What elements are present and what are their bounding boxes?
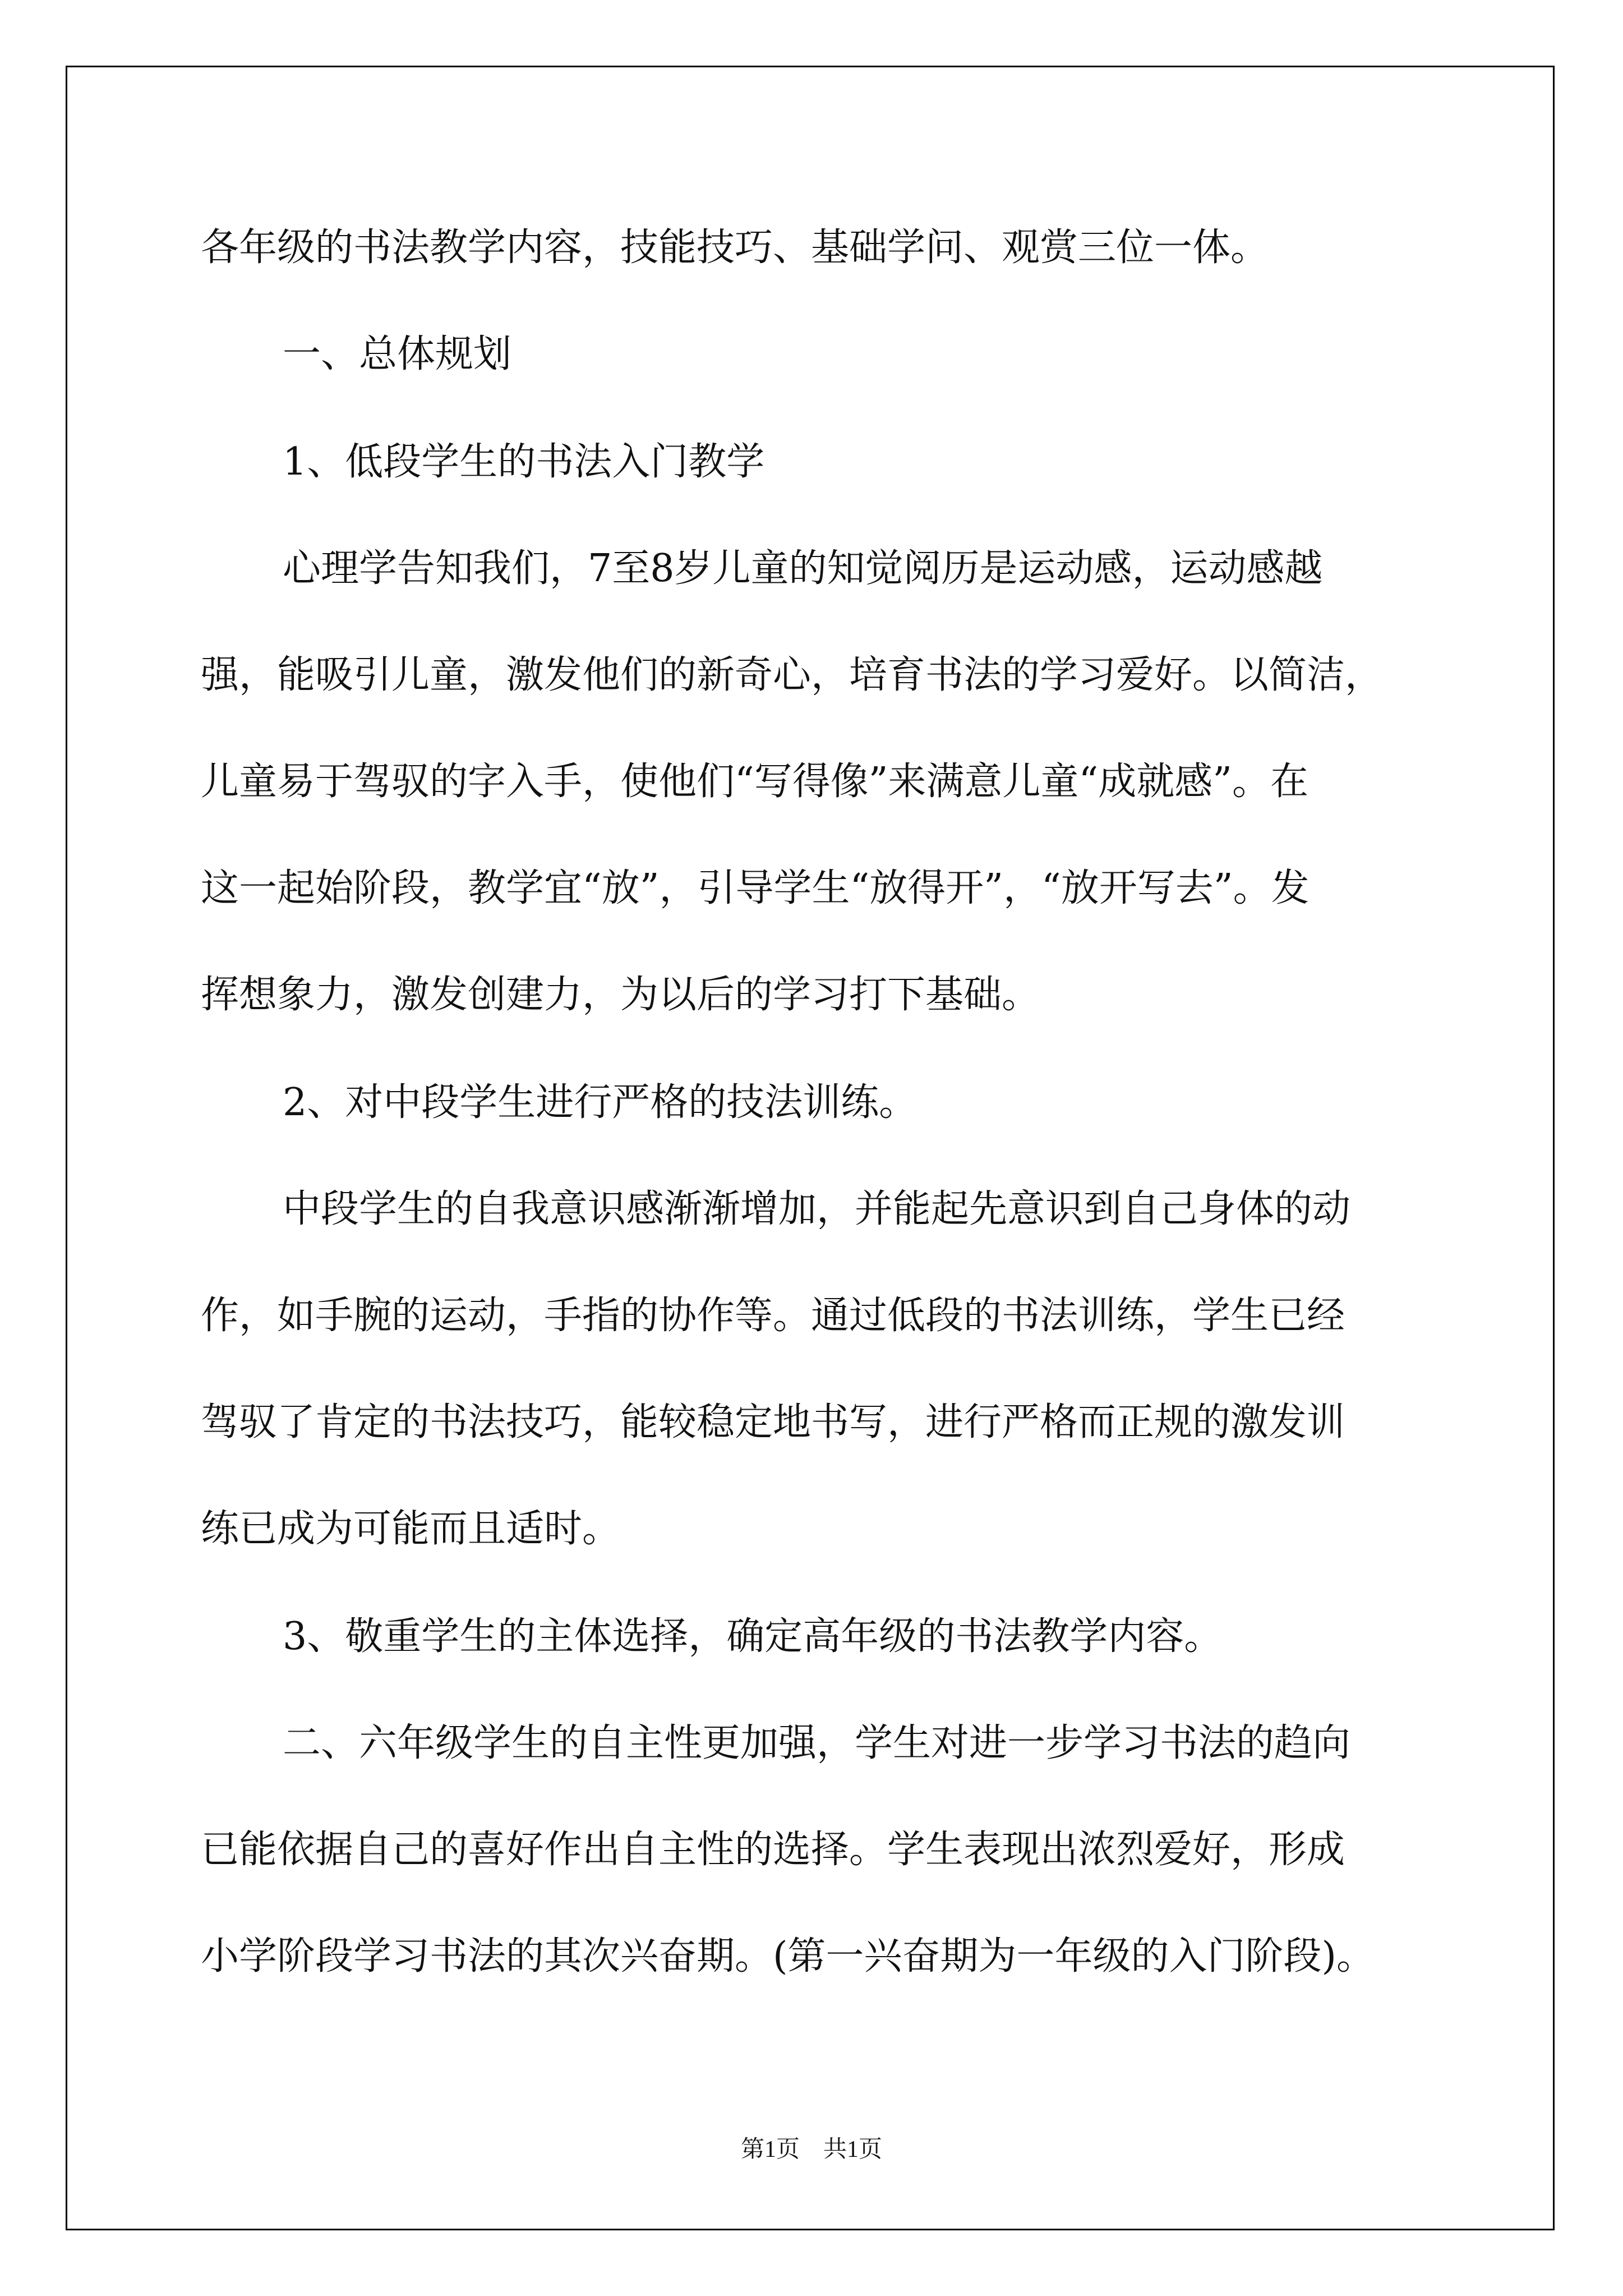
paragraph-line: 各年级的书法教学内容，技能技巧、基础学问、观赏三位一体。 (201, 226, 1269, 270)
paragraph-line: 中段学生的自我意识感渐渐增加，并能起先意识到自己身体的动 (283, 1187, 1351, 1231)
paragraph-line: 挥想象力，激发创建力，为以后的学习打下基础。 (201, 973, 1040, 1017)
paragraph-line: 已能依据自己的喜好作出自主性的选择。学生表现出浓烈爱好，形成 (201, 1828, 1345, 1872)
page-border (66, 66, 1555, 2230)
page-number: 第1页 共1页 (740, 2137, 882, 2162)
subsection-heading: 2、对中段学生进行严格的技法训练。 (283, 1080, 917, 1125)
paragraph-line: 儿童易于驾驭的字入手，使他们“写得像”来满意儿童“成就感”。在 (201, 760, 1309, 804)
paragraph-line: 心理学告知我们，7至8岁儿童的知觉阅历是运动感，运动感越 (283, 546, 1323, 591)
paragraph-line: 练已成为可能而且适时。 (201, 1507, 621, 1551)
paragraph-line: 小学阶段学习书法的其次兴奋期。(第一兴奋期为一年级的入门阶段)。 (201, 1934, 1375, 1978)
section-heading: 一、总体规划 (283, 332, 512, 376)
subsection-heading: 3、敬重学生的主体选择，确定高年级的书法教学内容。 (283, 1614, 1223, 1659)
paragraph-line: 强，能吸引儿童，激发他们的新奇心，培育书法的学习爱好。以简洁， (201, 653, 1384, 697)
paragraph-line: 驾驭了肯定的书法技巧，能较稳定地书写，进行严格而正规的激发训 (201, 1400, 1345, 1444)
paragraph-line: 作，如手腕的运动，手指的协作等。通过低段的书法训练，学生已经 (201, 1294, 1345, 1338)
paragraph-line: 二、六年级学生的自主性更加强，学生对进一步学习书法的趋向 (283, 1721, 1351, 1765)
subsection-heading: 1、低段学生的书法入门教学 (283, 440, 765, 484)
paragraph-line: 这一起始阶段，教学宜“放”，引导学生“放得开”，“放开写去”。发 (201, 866, 1310, 910)
